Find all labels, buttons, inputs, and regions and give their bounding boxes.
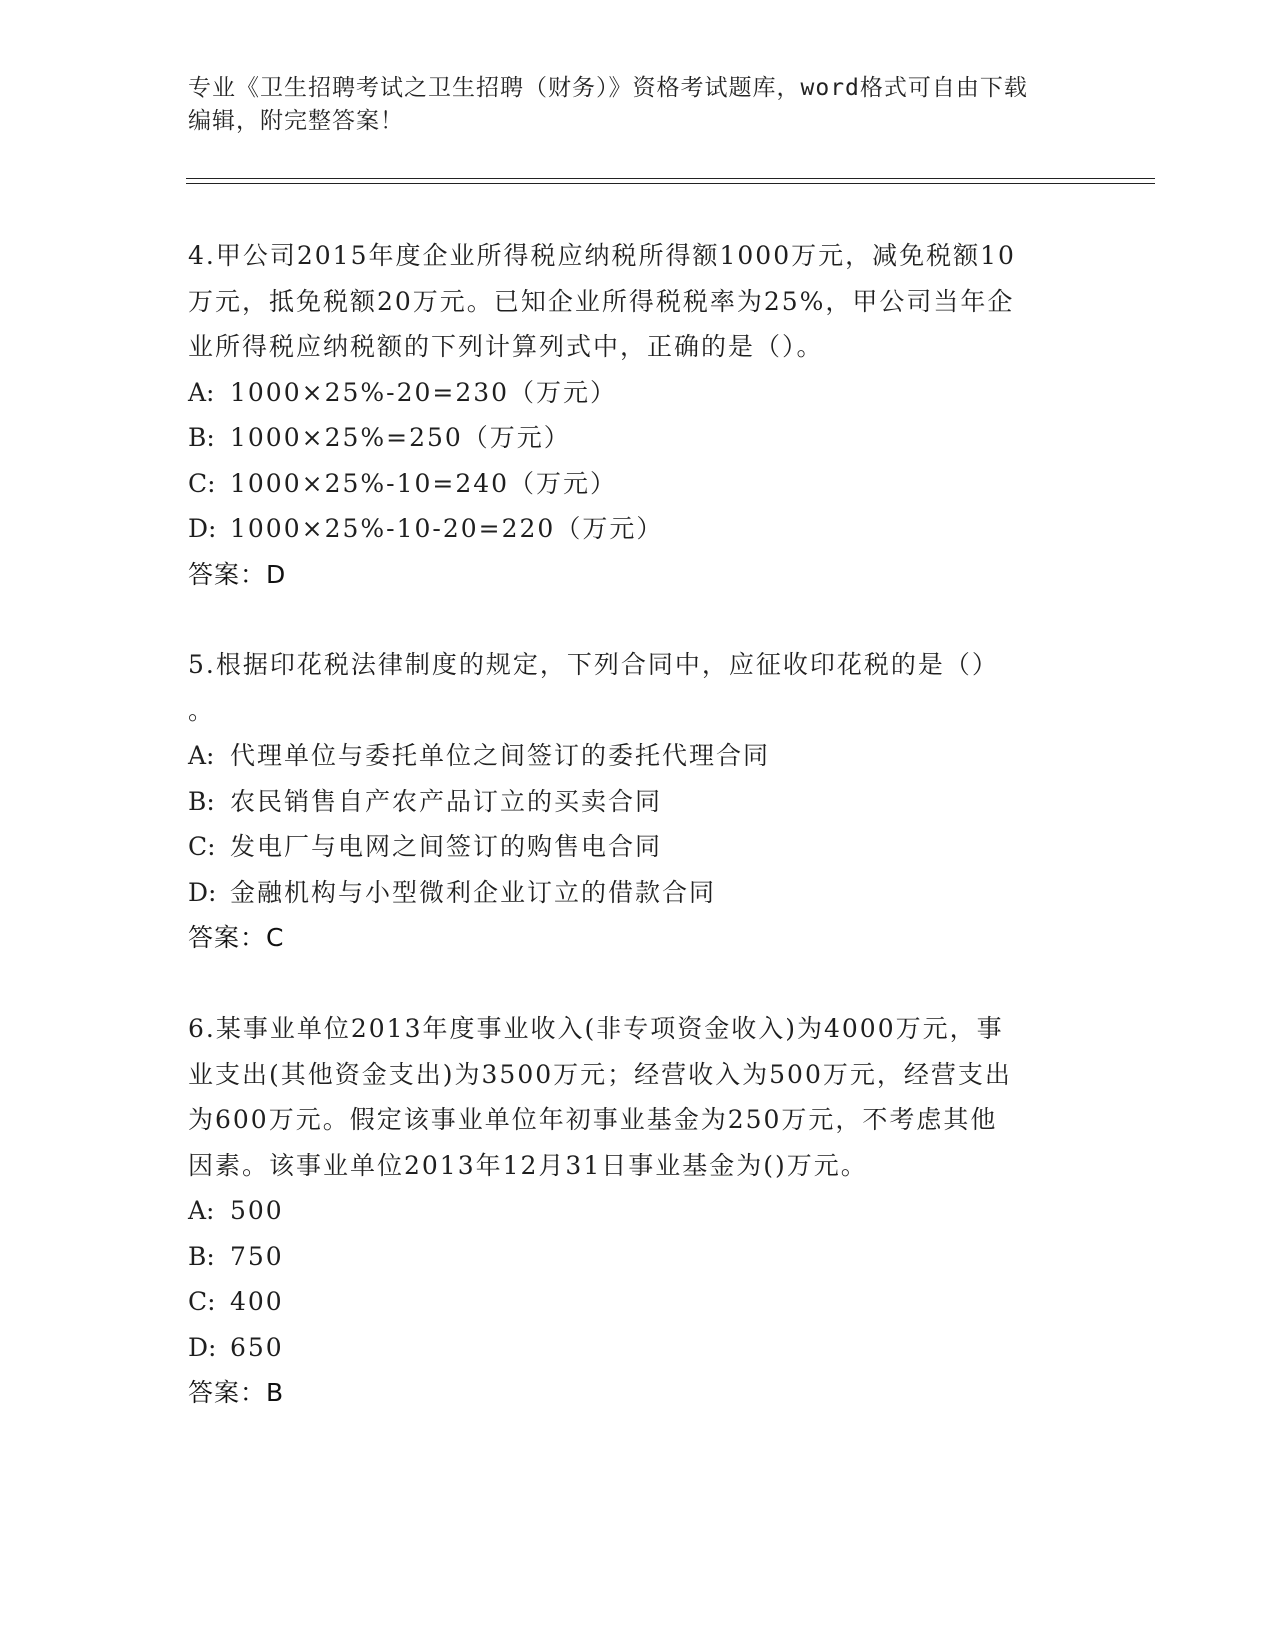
- option-d: [188, 506, 1073, 552]
- question-stem-line: 因素。该事业单位2013年12月31日事业基金为()万元。: [188, 1150, 868, 1180]
- question-4: [188, 233, 1073, 597]
- question-stem-line: 万元，抵免税额20万元。已知企业所得税税率为25%，甲公司当年企: [188, 286, 1015, 316]
- option-b: [188, 415, 1073, 461]
- question-stem-line: 6.某事业单位2013年度事业收入(非专项资金收入)为4000万元，事: [188, 1014, 1004, 1043]
- option-letter: B:: [188, 786, 215, 816]
- option-letter: D:: [188, 877, 217, 907]
- option-text: 1000×25%-20=230（万元）: [230, 377, 618, 407]
- question-stem-line: 5.根据印花税法律制度的规定，下列合同中，应征收印花税的是（）: [188, 650, 999, 679]
- option-letter: D:: [188, 514, 217, 543]
- option-a: [188, 733, 1073, 779]
- document-header: [188, 72, 1068, 138]
- option-letter: A:: [188, 741, 215, 770]
- option-b: [188, 779, 1073, 825]
- option-text: 750: [230, 1241, 284, 1271]
- option-d: [188, 1325, 1073, 1371]
- option-text: 650: [230, 1332, 284, 1362]
- option-c: [188, 1279, 1073, 1325]
- option-letter: B:: [188, 423, 215, 452]
- option-letter: C:: [188, 832, 216, 861]
- option-letter: B:: [188, 1241, 215, 1271]
- option-text: 发电厂与电网之间签订的购售电合同: [230, 832, 663, 861]
- option-d: [188, 870, 1073, 916]
- answer-line: 答案：D: [188, 559, 287, 589]
- header-line-1: 专业《卫生招聘考试之卫生招聘（财务）》资格考试题库，word格式可自由下载: [188, 75, 1028, 101]
- option-c: [188, 824, 1073, 870]
- question-stem-line: 业所得税应纳税额的下列计算列式中，正确的是（）。: [188, 332, 824, 361]
- option-b: [188, 1234, 1073, 1280]
- option-letter: A:: [188, 377, 215, 407]
- option-letter: A:: [188, 1196, 215, 1225]
- answer-line: 答案：B: [188, 1378, 285, 1407]
- question-stem-line: 。: [188, 695, 216, 725]
- option-text: 500: [230, 1196, 284, 1225]
- question-stem-line: 为600万元。假定该事业单位年初事业基金为250万元，不考虑其他: [188, 1105, 998, 1134]
- header-divider-bottom: [186, 183, 1155, 184]
- option-text: 1000×25%=250（万元）: [230, 423, 571, 452]
- header-divider-top: [186, 178, 1155, 179]
- option-letter: C:: [188, 468, 216, 498]
- answer-line: 答案：C: [188, 923, 285, 952]
- header-line-2: 编辑，附完整答案！: [188, 108, 404, 134]
- option-c: [188, 461, 1073, 507]
- option-text: 金融机构与小型微利企业订立的借款合同: [230, 877, 717, 907]
- option-text: 农民销售自产农产品订立的买卖合同: [230, 786, 663, 816]
- option-letter: D:: [188, 1332, 217, 1362]
- option-text: 1000×25%-10=240（万元）: [230, 468, 618, 498]
- option-text: 400: [230, 1287, 284, 1316]
- question-stem-line: 4.甲公司2015年度企业所得税应纳税所得额1000万元，减免税额10: [188, 241, 1016, 270]
- option-text: 1000×25%-10-20=220（万元）: [230, 514, 664, 543]
- option-a: [188, 370, 1073, 416]
- option-a: [188, 1188, 1073, 1234]
- question-stem-line: 业支出(其他资金支出)为3500万元；经营收入为500万元，经营支出: [188, 1059, 1012, 1089]
- question-5: [188, 642, 1073, 961]
- question-6: [188, 1006, 1073, 1416]
- option-text: 代理单位与委托单位之间签订的委托代理合同: [230, 741, 771, 770]
- option-letter: C:: [188, 1287, 216, 1316]
